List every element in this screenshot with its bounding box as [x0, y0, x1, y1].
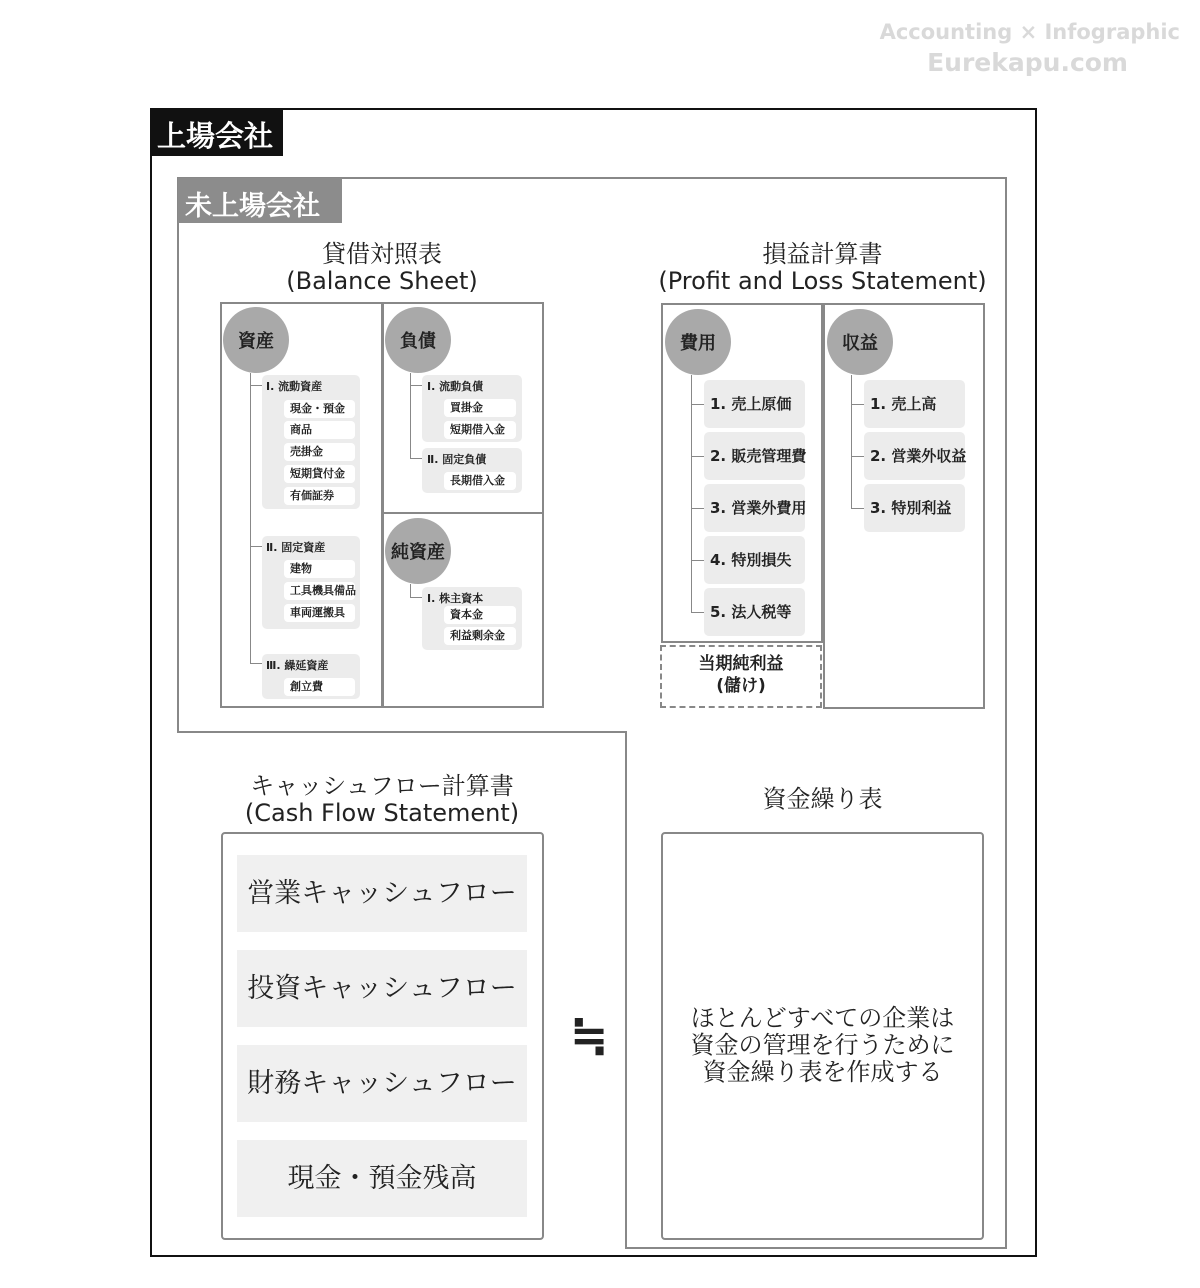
- asset-item: 売掛金: [284, 443, 355, 461]
- connector: [691, 560, 704, 561]
- connector: [851, 404, 864, 405]
- cash-schedule-line: 資金の管理を行うために: [690, 1031, 955, 1059]
- asset-item: 有価証券: [284, 487, 355, 505]
- asset-item: 創立費: [284, 678, 355, 696]
- cash-schedule-line: ほとんどすべての企業は: [690, 1004, 955, 1032]
- financing-cash-flow: 財務キャッシュフロー: [237, 1045, 527, 1122]
- liability-item: 買掛金: [444, 399, 516, 417]
- connector: [410, 597, 422, 598]
- revenue-item: 2. 営業外収益: [864, 432, 965, 480]
- cash-schedule-title: 資金繰り表: [762, 785, 883, 813]
- connector: [851, 456, 864, 457]
- connector: [851, 508, 864, 509]
- cash-flow-title: キャッシュフロー計算書: [250, 772, 514, 800]
- shareholders-equity-title: Ⅰ. 株主資本: [427, 592, 484, 605]
- expenses-circle: 費用: [665, 309, 731, 375]
- net-income-box: [660, 645, 822, 708]
- asset-item: 短期貸付金: [284, 465, 355, 483]
- listed-company-label: 上場会社: [150, 108, 283, 156]
- asset-item: 商品: [284, 421, 355, 439]
- connector: [691, 612, 704, 613]
- asset-item: 工具機具備品: [284, 582, 355, 600]
- balance-sheet-subtitle: (Balance Sheet): [286, 267, 478, 295]
- liability-item: 長期借入金: [444, 472, 516, 490]
- connector: [250, 663, 262, 664]
- liability-item: 短期借入金: [444, 421, 516, 439]
- connector: [691, 508, 704, 509]
- approx-equal-symbol: ≒: [570, 1008, 609, 1062]
- expense-item: 4. 特別損失: [704, 536, 805, 584]
- cash-schedule-line: 資金繰り表を作成する: [702, 1058, 943, 1086]
- watermark-line2: Eurekapu.com: [927, 48, 1128, 77]
- net-assets-tree-line: [410, 584, 411, 598]
- connector: [691, 456, 704, 457]
- net-assets-circle: 純資産: [385, 518, 451, 584]
- pl-subtitle: (Profit and Loss Statement): [658, 267, 987, 295]
- net-income-note: (儲け): [716, 676, 766, 696]
- assets-tree-line: [250, 373, 251, 664]
- revenue-item: 3. 特別利益: [864, 484, 965, 532]
- pl-title: 損益計算書: [762, 240, 883, 268]
- asset-item: 建物: [284, 560, 355, 578]
- cash-balance: 現金・預金残高: [237, 1140, 527, 1217]
- expense-item: 2. 販売管理費: [704, 432, 805, 480]
- net-income-label: 当期純利益: [698, 654, 784, 674]
- balance-sheet-title: 貸借対照表: [322, 240, 442, 268]
- unlisted-company-label: 未上場会社: [178, 178, 342, 223]
- liabilities-circle: 負債: [385, 307, 451, 373]
- connector: [691, 404, 704, 405]
- fixed-assets-title: Ⅱ. 固定資産: [266, 541, 326, 554]
- connector: [410, 458, 422, 459]
- expense-item: 1. 売上原価: [704, 380, 805, 428]
- investing-cash-flow: 投資キャッシュフロー: [237, 950, 527, 1027]
- fixed-liabilities-title: Ⅱ. 固定負債: [427, 453, 487, 466]
- equity-item: 利益剰余金: [444, 627, 516, 645]
- current-liabilities-title: Ⅰ. 流動負債: [427, 380, 484, 393]
- connector: [410, 385, 422, 386]
- cash-schedule-description: [661, 1005, 984, 1086]
- operating-cash-flow: 営業キャッシュフロー: [237, 855, 527, 932]
- revenue-tree-line: [851, 375, 852, 509]
- deferred-assets-title: Ⅲ. 繰延資産: [266, 659, 329, 672]
- current-assets-title: Ⅰ. 流動資産: [266, 380, 323, 393]
- revenue-item: 1. 売上高: [864, 380, 965, 428]
- asset-item: 現金・預金: [284, 400, 355, 418]
- equity-item: 資本金: [444, 606, 516, 624]
- revenue-circle: 収益: [827, 309, 893, 375]
- cash-flow-subtitle: (Cash Flow Statement): [244, 799, 520, 827]
- expenses-tree-line: [691, 375, 692, 613]
- assets-circle: 資産: [223, 307, 289, 373]
- asset-item: 車両運搬具: [284, 604, 355, 622]
- expense-item: 3. 営業外費用: [704, 484, 805, 532]
- watermark-line1: Accounting × Infographic: [879, 20, 1180, 44]
- expense-item: 5. 法人税等: [704, 588, 805, 636]
- connector: [250, 385, 262, 386]
- connector: [250, 546, 262, 547]
